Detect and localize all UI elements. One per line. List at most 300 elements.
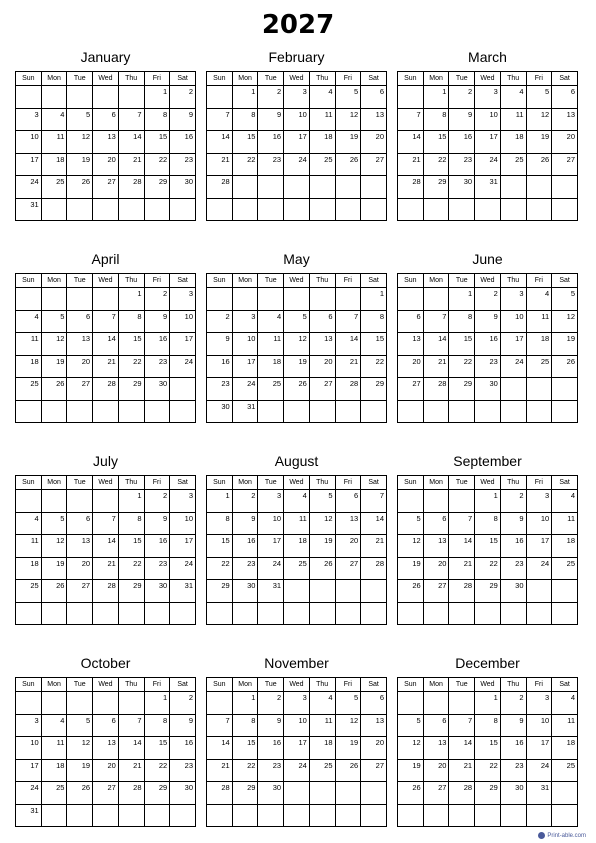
day-cell: 16 [500, 535, 526, 558]
day-cell [118, 692, 144, 715]
day-cell: 9 [475, 310, 501, 333]
day-cell: 29 [118, 378, 144, 401]
day-cell: 24 [258, 557, 284, 580]
week-row [207, 310, 387, 333]
day-cell: 12 [335, 714, 361, 737]
day-cell: 27 [93, 782, 119, 805]
week-row [398, 355, 578, 378]
week-row [398, 692, 578, 715]
day-cell: 17 [284, 131, 310, 154]
day-cell: 10 [475, 108, 501, 131]
day-cell [309, 602, 335, 625]
day-cell [361, 176, 387, 199]
day-cell: 15 [449, 333, 475, 356]
day-cell: 8 [361, 310, 387, 333]
day-cell: 20 [361, 737, 387, 760]
day-cell: 13 [423, 535, 449, 558]
day-cell: 4 [16, 512, 42, 535]
day-cell: 3 [232, 310, 258, 333]
day-cell: 12 [309, 512, 335, 535]
weekday-label: Thu [118, 476, 144, 490]
weekday-label: Sat [170, 274, 196, 288]
day-cell: 31 [526, 782, 552, 805]
day-cell: 17 [16, 153, 42, 176]
day-cell [207, 288, 233, 311]
day-cell: 8 [118, 310, 144, 333]
day-cell [16, 288, 42, 311]
day-cell [284, 288, 310, 311]
weekday-label: Wed [475, 678, 501, 692]
day-cell: 11 [552, 714, 578, 737]
day-cell: 1 [118, 288, 144, 311]
day-cell: 29 [475, 580, 501, 603]
day-cell [207, 692, 233, 715]
day-cell: 20 [552, 131, 578, 154]
day-cell: 1 [207, 490, 233, 513]
weekday-label: Fri [526, 476, 552, 490]
weekday-label: Wed [93, 476, 119, 490]
day-cell [93, 692, 119, 715]
day-cell: 22 [207, 557, 233, 580]
day-cell: 2 [144, 490, 170, 513]
day-cell: 20 [423, 759, 449, 782]
day-cell: 7 [93, 512, 119, 535]
day-cell [423, 198, 449, 221]
day-cell: 22 [423, 153, 449, 176]
day-cell: 18 [526, 333, 552, 356]
weekday-header-row [16, 476, 196, 490]
day-cell: 21 [93, 355, 119, 378]
day-cell [361, 602, 387, 625]
day-cell [258, 288, 284, 311]
weekday-label: Sun [16, 274, 42, 288]
month-name: October [80, 655, 131, 671]
day-cell: 23 [144, 355, 170, 378]
day-cell [423, 602, 449, 625]
weekday-label: Tue [258, 476, 284, 490]
day-cell: 12 [552, 310, 578, 333]
week-row [16, 557, 196, 580]
day-cell: 2 [207, 310, 233, 333]
day-cell: 31 [16, 198, 42, 221]
day-cell: 3 [170, 490, 196, 513]
day-cell [335, 782, 361, 805]
day-cell [41, 288, 67, 311]
day-cell: 2 [475, 288, 501, 311]
weekday-header-row [398, 274, 578, 288]
day-cell [41, 804, 67, 827]
day-cell [170, 378, 196, 401]
day-cell: 18 [284, 535, 310, 558]
day-cell: 21 [118, 153, 144, 176]
day-cell: 9 [500, 714, 526, 737]
day-cell: 19 [67, 153, 93, 176]
weekday-label: Mon [232, 72, 258, 86]
day-cell [284, 198, 310, 221]
day-cell: 3 [526, 490, 552, 513]
day-cell: 25 [309, 759, 335, 782]
day-cell: 15 [207, 535, 233, 558]
week-row [16, 153, 196, 176]
day-cell: 19 [398, 759, 424, 782]
weekday-label: Wed [93, 72, 119, 86]
day-cell: 21 [335, 355, 361, 378]
month-grid [15, 677, 196, 827]
day-cell [500, 400, 526, 423]
day-cell [93, 198, 119, 221]
day-cell [67, 490, 93, 513]
day-cell: 14 [207, 737, 233, 760]
week-row [398, 86, 578, 109]
day-cell: 26 [67, 782, 93, 805]
day-cell: 22 [144, 153, 170, 176]
day-cell: 21 [361, 535, 387, 558]
day-cell: 19 [526, 131, 552, 154]
week-row [16, 355, 196, 378]
day-cell [449, 198, 475, 221]
day-cell [423, 692, 449, 715]
week-row [16, 198, 196, 221]
day-cell [118, 400, 144, 423]
weekday-label: Tue [449, 476, 475, 490]
day-cell [335, 602, 361, 625]
week-row [207, 602, 387, 625]
day-cell [284, 176, 310, 199]
day-cell: 13 [67, 535, 93, 558]
week-row [398, 580, 578, 603]
day-cell [398, 288, 424, 311]
day-cell: 1 [232, 86, 258, 109]
week-row [207, 288, 387, 311]
week-row [16, 782, 196, 805]
weekday-label: Fri [526, 678, 552, 692]
weekday-label: Mon [423, 678, 449, 692]
week-row [16, 804, 196, 827]
day-cell: 22 [361, 355, 387, 378]
day-cell: 18 [258, 355, 284, 378]
day-cell: 10 [526, 714, 552, 737]
week-row [16, 400, 196, 423]
day-cell: 3 [475, 86, 501, 109]
day-cell: 21 [423, 355, 449, 378]
day-cell: 19 [284, 355, 310, 378]
week-row [207, 804, 387, 827]
day-cell: 25 [16, 580, 42, 603]
day-cell: 3 [526, 692, 552, 715]
day-cell: 14 [423, 333, 449, 356]
day-cell: 2 [500, 692, 526, 715]
day-cell: 13 [67, 333, 93, 356]
day-cell: 2 [170, 86, 196, 109]
day-cell [500, 804, 526, 827]
day-cell: 16 [475, 333, 501, 356]
day-cell [232, 288, 258, 311]
day-cell [423, 490, 449, 513]
day-cell [500, 602, 526, 625]
day-cell [170, 602, 196, 625]
weekday-label: Thu [118, 274, 144, 288]
day-cell: 17 [500, 333, 526, 356]
weekday-label: Sun [16, 476, 42, 490]
day-cell [449, 602, 475, 625]
day-cell: 9 [258, 714, 284, 737]
month-name: January [80, 49, 131, 65]
day-cell: 24 [232, 378, 258, 401]
day-cell [67, 400, 93, 423]
weekday-label: Sun [398, 72, 424, 86]
day-cell [423, 288, 449, 311]
day-cell: 11 [526, 310, 552, 333]
day-cell: 21 [207, 759, 233, 782]
day-cell: 6 [423, 714, 449, 737]
day-cell: 24 [16, 782, 42, 805]
day-cell [232, 804, 258, 827]
weekday-header-row [207, 476, 387, 490]
day-cell [170, 198, 196, 221]
day-cell: 8 [232, 714, 258, 737]
day-cell: 10 [170, 310, 196, 333]
day-cell [500, 378, 526, 401]
day-cell [526, 804, 552, 827]
week-row [207, 557, 387, 580]
day-cell: 1 [118, 490, 144, 513]
weekday-label: Sat [361, 72, 387, 86]
day-cell: 26 [41, 580, 67, 603]
day-cell: 19 [552, 333, 578, 356]
weekday-label: Sat [361, 274, 387, 288]
day-cell: 7 [449, 714, 475, 737]
day-cell: 10 [16, 737, 42, 760]
day-cell: 19 [41, 557, 67, 580]
day-cell: 20 [398, 355, 424, 378]
week-row [16, 535, 196, 558]
day-cell [93, 400, 119, 423]
day-cell [552, 378, 578, 401]
day-cell: 31 [258, 580, 284, 603]
day-cell [93, 804, 119, 827]
day-cell: 26 [335, 153, 361, 176]
day-cell: 31 [170, 580, 196, 603]
day-cell: 18 [309, 131, 335, 154]
day-cell: 28 [423, 378, 449, 401]
day-cell: 30 [500, 580, 526, 603]
weekday-label: Mon [423, 274, 449, 288]
day-cell [552, 804, 578, 827]
weekday-label: Sun [398, 274, 424, 288]
day-cell: 28 [449, 580, 475, 603]
day-cell: 2 [258, 692, 284, 715]
weekday-label: Sat [361, 678, 387, 692]
month-grid [397, 475, 578, 625]
day-cell: 28 [118, 782, 144, 805]
day-cell: 27 [309, 378, 335, 401]
day-cell: 26 [552, 355, 578, 378]
day-cell: 19 [41, 355, 67, 378]
day-cell: 10 [526, 512, 552, 535]
day-cell: 14 [93, 333, 119, 356]
day-cell: 27 [423, 782, 449, 805]
day-cell: 10 [170, 512, 196, 535]
day-cell: 19 [335, 737, 361, 760]
week-row [207, 355, 387, 378]
day-cell [170, 804, 196, 827]
day-cell: 28 [207, 176, 233, 199]
day-cell: 20 [93, 759, 119, 782]
day-cell: 1 [423, 86, 449, 109]
day-cell: 23 [144, 557, 170, 580]
day-cell: 26 [284, 378, 310, 401]
week-row [16, 692, 196, 715]
day-cell: 12 [67, 131, 93, 154]
day-cell [449, 400, 475, 423]
day-cell: 1 [232, 692, 258, 715]
weekday-label: Tue [258, 72, 284, 86]
weekday-label: Thu [500, 476, 526, 490]
day-cell: 15 [475, 737, 501, 760]
day-cell [41, 400, 67, 423]
week-row [16, 86, 196, 109]
day-cell: 17 [170, 535, 196, 558]
day-cell: 24 [526, 557, 552, 580]
weekday-label: Sun [398, 476, 424, 490]
day-cell: 9 [207, 333, 233, 356]
day-cell: 1 [361, 288, 387, 311]
week-row [398, 108, 578, 131]
day-cell: 23 [258, 759, 284, 782]
weekday-label: Mon [423, 72, 449, 86]
day-cell: 7 [207, 714, 233, 737]
day-cell: 8 [207, 512, 233, 535]
day-cell: 11 [309, 108, 335, 131]
day-cell: 13 [361, 714, 387, 737]
day-cell [526, 602, 552, 625]
week-row [207, 131, 387, 154]
day-cell: 22 [118, 355, 144, 378]
week-row [207, 692, 387, 715]
week-row [16, 378, 196, 401]
week-row [398, 176, 578, 199]
week-row [207, 198, 387, 221]
weekday-label: Thu [309, 476, 335, 490]
day-cell: 14 [449, 737, 475, 760]
day-cell: 25 [41, 176, 67, 199]
month-name: June [472, 251, 503, 267]
day-cell: 22 [118, 557, 144, 580]
day-cell [41, 198, 67, 221]
week-row [207, 512, 387, 535]
weekday-label: Thu [309, 274, 335, 288]
week-row [16, 310, 196, 333]
day-cell: 14 [449, 535, 475, 558]
weekday-label: Thu [118, 72, 144, 86]
day-cell [335, 580, 361, 603]
weekday-label: Tue [67, 476, 93, 490]
day-cell: 5 [67, 714, 93, 737]
weekday-label: Mon [41, 72, 67, 86]
day-cell: 12 [41, 333, 67, 356]
day-cell: 28 [335, 378, 361, 401]
day-cell: 10 [500, 310, 526, 333]
week-row [207, 759, 387, 782]
day-cell: 31 [232, 400, 258, 423]
week-row [16, 288, 196, 311]
day-cell: 10 [16, 131, 42, 154]
weekday-label: Fri [526, 274, 552, 288]
day-cell: 23 [500, 557, 526, 580]
day-cell: 25 [258, 378, 284, 401]
day-cell [500, 198, 526, 221]
day-cell: 14 [207, 131, 233, 154]
weekday-label: Tue [449, 678, 475, 692]
day-cell [284, 782, 310, 805]
day-cell: 16 [258, 737, 284, 760]
day-cell: 13 [398, 333, 424, 356]
day-cell: 1 [144, 692, 170, 715]
weekday-label: Tue [67, 72, 93, 86]
day-cell: 29 [232, 782, 258, 805]
day-cell [449, 692, 475, 715]
day-cell: 7 [449, 512, 475, 535]
month-grid [397, 273, 578, 423]
month-name: April [91, 251, 120, 267]
day-cell [309, 580, 335, 603]
day-cell: 2 [449, 86, 475, 109]
day-cell [41, 86, 67, 109]
day-cell: 19 [335, 131, 361, 154]
weekday-label: Sun [16, 678, 42, 692]
day-cell: 11 [16, 333, 42, 356]
week-row [16, 714, 196, 737]
week-row [398, 400, 578, 423]
day-cell: 27 [361, 759, 387, 782]
day-cell: 15 [423, 131, 449, 154]
day-cell [67, 86, 93, 109]
week-row [398, 782, 578, 805]
week-row [398, 602, 578, 625]
weekday-label: Sun [207, 72, 233, 86]
day-cell: 25 [526, 355, 552, 378]
day-cell: 8 [475, 714, 501, 737]
day-cell: 14 [118, 737, 144, 760]
day-cell [258, 400, 284, 423]
year-title: 2027 [261, 10, 335, 40]
day-cell: 4 [284, 490, 310, 513]
day-cell: 9 [144, 310, 170, 333]
day-cell: 2 [258, 86, 284, 109]
day-cell: 7 [335, 310, 361, 333]
day-cell: 1 [475, 692, 501, 715]
day-cell [398, 804, 424, 827]
weekday-label: Mon [232, 274, 258, 288]
day-cell: 6 [423, 512, 449, 535]
day-cell: 13 [335, 512, 361, 535]
weekday-label: Tue [258, 274, 284, 288]
day-cell: 18 [309, 737, 335, 760]
day-cell: 15 [144, 131, 170, 154]
weekday-label: Tue [449, 274, 475, 288]
footer-logo-text: Print-able.com [547, 832, 586, 839]
day-cell [67, 692, 93, 715]
day-cell: 24 [500, 355, 526, 378]
day-cell [67, 288, 93, 311]
week-row [398, 759, 578, 782]
weekday-label: Mon [423, 476, 449, 490]
month-grid [15, 71, 196, 221]
day-cell: 3 [16, 714, 42, 737]
month-name: May [283, 251, 310, 267]
day-cell [361, 198, 387, 221]
weekday-header-row [207, 72, 387, 86]
